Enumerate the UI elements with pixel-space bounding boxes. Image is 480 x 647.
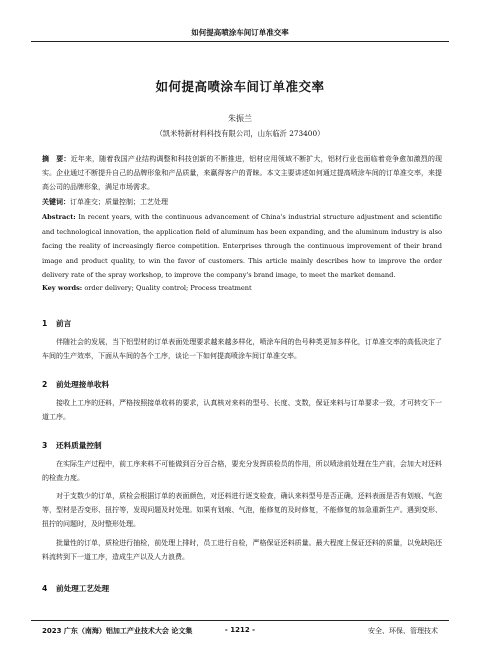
paragraph: 对于支数少的订单，质检会根据订单的表面颜色，对还料进行逐支检查，确认来料型号是否正确，还料表面是否有划痕、气泡等，型材是否变形、扭拧等，发现问题及时处理。如果有划痕、气泡，能修复的及时修复，不能修复的加急重新生产。遇到变形、扭拧的问题时，及时整形处理。 [42,492,442,529]
paper-title: 如何提高喷涂车间订单准交率 [155,79,325,94]
keywords-cn-label: 关键词： [42,198,70,206]
header-rule [31,41,449,42]
abstract-cn-label: 摘 要： [42,155,71,163]
keywords-cn-text: 订单准交；质量控制；工艺处理 [70,198,168,206]
keywords-en-text: order delivery; Quality control; Process treatment [82,284,252,292]
section-heading-3 [42,440,102,451]
keywords-cn [42,195,442,209]
section-number: 1 [42,319,48,328]
section-heading-2 [42,379,109,390]
footer-proceedings: 2023 广东（南海）铝加工产业技术大会 论文集 [42,627,193,635]
paragraph: 批量性的订单，质检进行抽检，前处理上排时，员工进行自检，严格保证还料质量。最大程度上保证还料的质量，以免缺陷还料流转到下一道工序，造成生产以及人力浪费。 [42,539,442,562]
section-title: 前处理接单收料 [56,380,110,389]
section-number: 4 [42,584,48,593]
keywords-en [42,281,442,296]
running-header: 如何提高喷涂车间订单准交率 [191,28,289,37]
section-number: 3 [42,441,48,450]
abstract-en-label: Abstract: [42,213,76,221]
section-number: 2 [42,380,48,389]
paragraph: 伴随社会的发展，当下铝型材的订单表面处理要求越来越多样化，喷涂车间的色号种类更加多样化，订单准交率的高低决定了车间的生产效率，下面从车间的各个工序，谈论一下如何提高喷涂车间订单准交率。 [42,338,442,361]
section-title: 前处理工艺处理 [56,584,110,593]
footer-rule [31,620,449,621]
paragraph: 接收上工序的还料，严格按照接单收料的要求，认真核对来料的型号、长度、支数，保证来料与订单要求一致，才可转交下一道工序。 [42,399,442,422]
keywords-en-label: Key words: [42,284,83,292]
abstract-cn [42,152,442,194]
page-number: - 1212 - [224,626,256,634]
footer-category: 安全、环保、管理技术 [368,627,438,635]
author: 朱振兰 [228,114,252,123]
section-heading-4 [42,583,109,594]
abstract-en-text: In recent years, with the continuous advancement of China's industrial structure adjustment and scientific and technological innovation, the application field of aluminum has been expanding, and the aluminum industry is also facing the reality of increasingly fierce competition. Enterprises through the continuous improvement of their brand image and product quality, to win the favor of customers. This article mainly describes how to improve the order delivery rate of the spray workshop, to improve the company's brand image, to meet the market demand. [42,213,442,280]
section-title: 前言 [56,319,72,328]
abstract-en [42,210,442,283]
section-title: 还料质量控制 [56,441,102,450]
abstract-cn-text: 近年来，随着我国产业结构调整和科技创新的不断推进，铝材应用领域不断扩大，铝材行业也面临着竞争愈加激烈的现实。企业通过不断提升自己的品牌形象和产品质量，来赢得客户的青睐。本文主要讲述如何通过提高喷涂车间的订单准交率，来提高公司的品牌形象，满足市场需求。 [42,155,443,191]
section-heading-1 [42,318,71,329]
paragraph: 在实际生产过程中，前工序来料不可能做到百分百合格，要充分发挥质检员的作用，所以喷涂前处理在生产前，会加大对还料的检查力度。 [42,460,442,483]
affiliation: （凯米特新材料科技有限公司，山东临沂 273400） [155,129,325,138]
